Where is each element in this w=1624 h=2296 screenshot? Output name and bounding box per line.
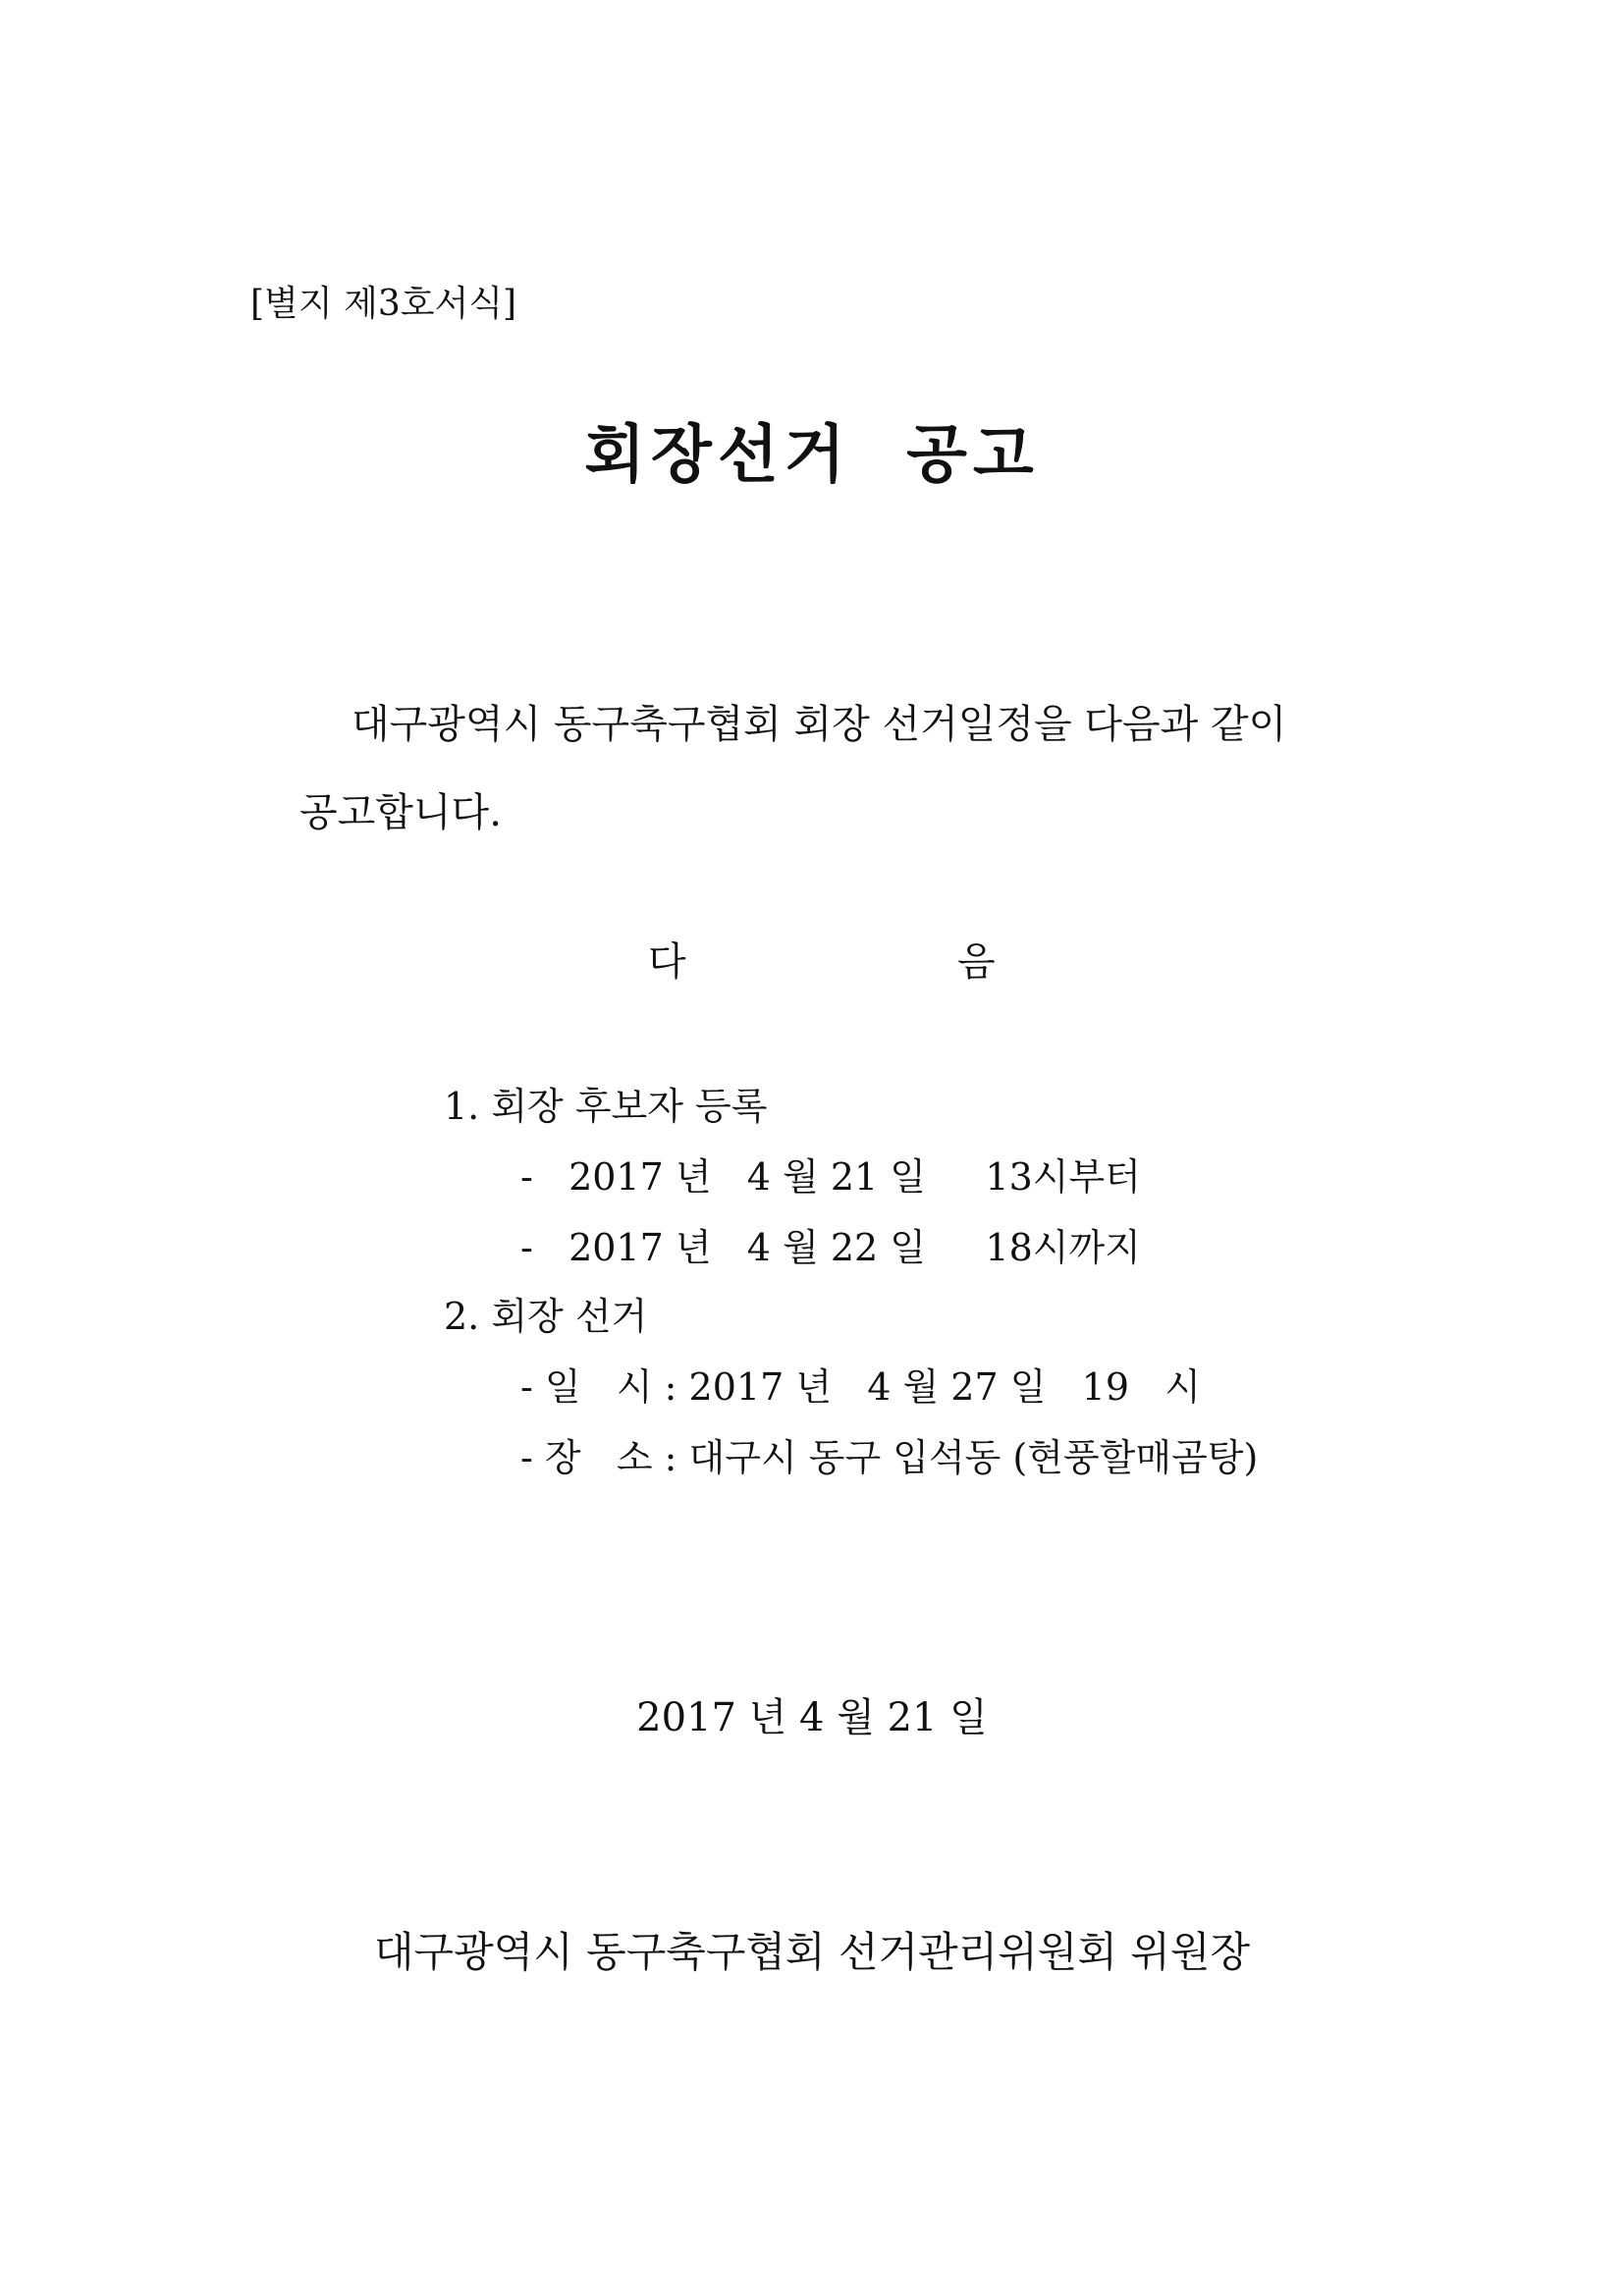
issuer-signature-line: 대구광역시 동구축구협회 선거관리위원회 위원장 bbox=[373, 1928, 1251, 1976]
notice-heading-right: 음 bbox=[957, 939, 996, 985]
section-heading-candidate-registration: 1. 회장 후보자 등록 bbox=[444, 1085, 768, 1128]
intro-text-line-1: 대구광역시 동구축구협회 회장 선거일정을 다음과 같이 bbox=[352, 702, 1287, 747]
registration-start-item: - 2017 년 4 월 21 일 13시부터 bbox=[520, 1155, 1141, 1199]
intro-text-line-2: 공고합니다. bbox=[299, 790, 502, 835]
election-datetime-item: - 일 시 : 2017 년 4 월 27 일 19 시 bbox=[520, 1365, 1201, 1409]
section-heading-election: 2. 회장 선거 bbox=[444, 1295, 648, 1338]
election-place-item: - 장 소 : 대구시 동구 입석동 (현풍할매곰탕) bbox=[520, 1436, 1259, 1479]
registration-end-item: - 2017 년 4 월 22 일 18시까지 bbox=[520, 1226, 1141, 1269]
announcement-date: 2017 년 4 월 21 일 bbox=[636, 1695, 988, 1740]
form-number-label: [별지 제3호서식] bbox=[250, 284, 517, 324]
document-title: 회장선거 공고 bbox=[584, 418, 1040, 492]
notice-heading-left: 다 bbox=[648, 939, 686, 985]
